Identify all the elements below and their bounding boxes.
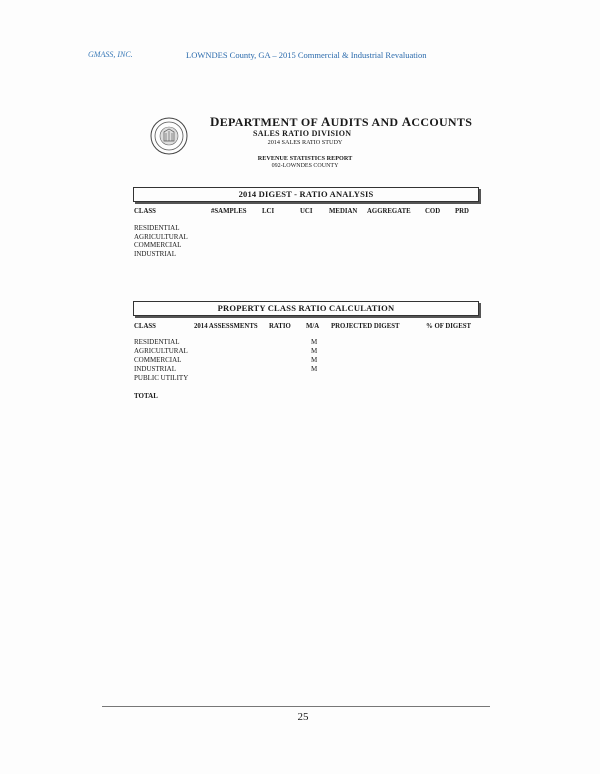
- total-label: TOTAL: [134, 392, 158, 400]
- column-header: PRD: [455, 208, 469, 215]
- row-class-label: INDUSTRIAL: [134, 250, 176, 259]
- department-title: DEPARTMENT OF AUDITS AND ACCOUNTS: [210, 114, 473, 129]
- column-header: AGGREGATE: [367, 208, 411, 215]
- property-class-banner: PROPERTY CLASS RATIO CALCULATION: [133, 301, 479, 316]
- column-header: M/A: [306, 323, 320, 330]
- row-class-label: RESIDENTIAL: [134, 224, 180, 232]
- column-header: % OF DIGEST: [426, 323, 472, 330]
- table-cell: M: [311, 347, 318, 355]
- page-number: 25: [297, 711, 309, 723]
- footer-divider: [102, 706, 490, 707]
- ratio-analysis-banner: 2014 DIGEST - RATIO ANALYSIS: [133, 187, 479, 202]
- column-header: CLASS: [134, 208, 156, 215]
- division-title: SALES RATIO DIVISION: [253, 129, 352, 138]
- column-header: #SAMPLES: [211, 208, 247, 215]
- table-cell: M: [311, 356, 318, 364]
- company-name: GMASS, INC.: [88, 50, 133, 59]
- state-seal-icon: [150, 117, 188, 155]
- column-header: UCI: [300, 208, 313, 215]
- column-header: MEDIAN: [329, 208, 358, 215]
- study-title: 2014 SALES RATIO STUDY: [267, 139, 343, 146]
- column-header: CLASS: [134, 323, 156, 330]
- county-label: 092-LOWNDES COUNTY: [271, 163, 339, 169]
- row-class-label: AGRICULTURAL: [134, 232, 188, 241]
- column-header: LCI: [262, 208, 275, 215]
- table-cell: M: [311, 338, 318, 346]
- row-class-label: PUBLIC UTILITY: [134, 374, 189, 382]
- report-title: REVENUE STATISTICS REPORT: [257, 155, 353, 162]
- row-class-label: AGRICULTURAL: [134, 347, 188, 355]
- row-class-label: INDUSTRIAL: [134, 365, 176, 373]
- row-class-label: COMMERCIAL: [134, 241, 182, 250]
- column-header: PROJECTED DIGEST: [331, 323, 400, 330]
- row-class-label: RESIDENTIAL: [134, 338, 180, 346]
- column-header: COD: [425, 208, 441, 215]
- column-header: RATIO: [269, 323, 291, 330]
- table-cell: M: [311, 365, 318, 373]
- row-class-label: COMMERCIAL: [134, 356, 182, 364]
- column-header: 2014 ASSESSMENTS: [194, 323, 258, 330]
- document-header-title: LOWNDES County, GA – 2015 Commercial & Industrial Revaluation: [186, 50, 427, 60]
